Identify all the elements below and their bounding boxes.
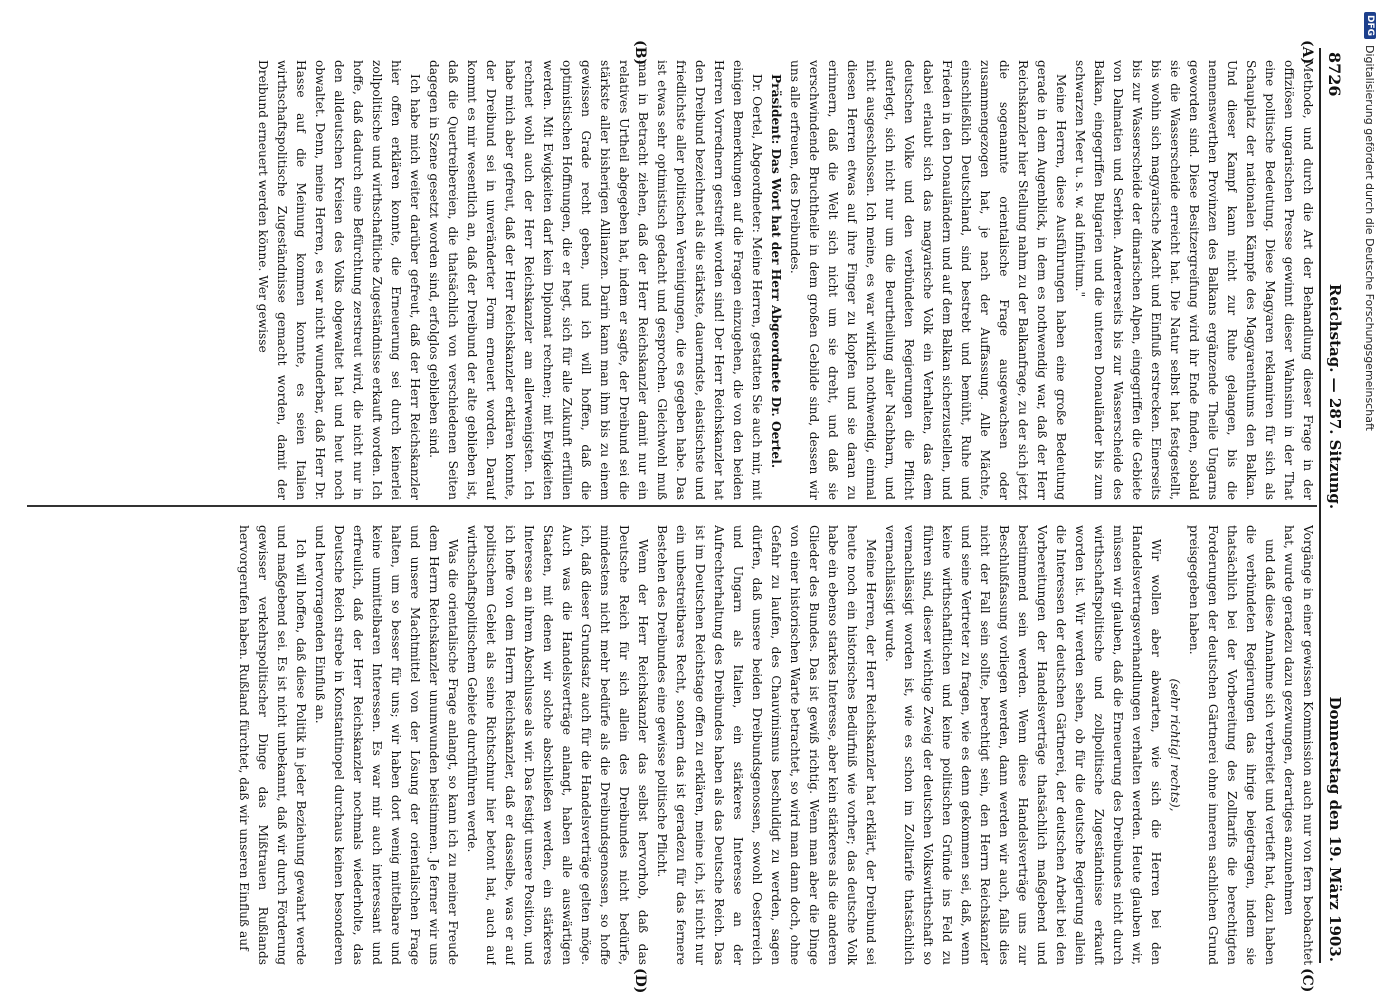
paragraph: Ich will hoffen, daß diese Politik in jeder Beziehung gewahrt werde und maßgebend sei. Es ist nicht unbekannt, daß wir durch Förderung gewisser verkehrspolitischer Dinge das Mißtrauen Rußlands hervorgerufen haben. Rußland fürchtet, daß wir unseren Einfluß auf: [237, 525, 308, 965]
right-column: [32, 525, 1317, 965]
paragraph: Was die orientalische Frage anlangt, so kann ich zu meiner Freude dem Herrn Reichskanzler unumwunden beistimmen. Je ferner wir uns und unsere Machtmittel von der Lösung der orientalischen Frage halten, um so besser für uns; wir haben dort wenig mittelbare und keine unmittelbaren Interessen. Es war mir auch interessant und erfreulich, daß der Herr Reichskanzler nochmals wiederholte, das Deutsche Reich strebe in Konstantinopel durchaus keinen besonderen und hervorragenden Einfluß an.: [313, 525, 460, 965]
page-header: [1322, 52, 1348, 962]
header-session-title: Reichstag. — 287. Sitzung.: [1326, 283, 1344, 510]
paragraph: Meine Herren, diese Ausführungen haben eine große Bedeutung gerade in dem Augenblick, in dem es nothwendig war, daß der Herr Reichskanzler hier Stellung nahm zu der Balkanfrage, zu der sich jetzt die sogenannte orientalische Frage ausgewachsen oder zusammengezogen hat, je nach der Auffassung. Alle Mächte, einschließlich Deutschland, sind bestrebt und bemüht, Ruhe und Frieden in den Donauländern und auf dem Balkan sicherzustellen, und dabei erlaubt sich das magyarische Volk ein Verhalten, das dem deutschen Volke und den verbündeten Regierungen die Pflicht auferlegt, sich nicht nur um die Beurtheilung aller Nachbarn, und nicht ausgeschlossen. Ich meine, es war wirklich nothwendig, einmal diesen Herren etwas auf ihre Finger zu klopfen und sie daran zu erinnern, daß die Welt sich nicht um sie dreht, und daß sie verschwindende Bruchtheile in dem großen Gebilde sind, dessen wir uns alle erfreuen, des Dreibundes.: [788, 60, 1068, 500]
header-rule: [1319, 48, 1321, 963]
margin-marker-a: (A): [1299, 40, 1315, 65]
page-number: 8726: [1325, 52, 1345, 97]
paragraph: Methode, und durch die Art der Behandlung dieser Frage in der offiziösen ungarischen Presse gewinnt dieser Wahnsinn in der That eine politische Bedeutung. Diese Magyaren reklamiren für sich als Schauplatz der nationalen Kämpfe des Magyarenthums den Balkan. Und dieser Kampf kann nicht zur Ruhe gelangen, bis die nennenswerthen Provinzen des Balkans ergänzende Theile Ungarns geworden sind. Diese Besitzergreifung wird ihr Ende finden, sobald sie die Wasserscheide erreicht hat. Die Natur selbst hat festgestellt, bis wohin sich magyarische Macht und Einfluß erstrecken. Einerseits bis zur Wasserscheide der dinarischen Alpen, eingegriffen die Gebiete von Dalmatien und Serbien. Andererseits bis zur Wasserscheide des Balkan, eingegriffen Bulgarien und die unteren Donauländer bis zum schwarzen Meer u. s. w. ad infinitum.": [1073, 60, 1315, 500]
dfg-logo: DFG: [1364, 12, 1376, 39]
margin-marker-c: (C): [1299, 968, 1315, 993]
paragraph: Wenn der Herr Reichskanzler das selbst hervorhob, daß das Deutsche Reich für sich allein des Dreibundes nicht bedürfe, mindestens nicht mehr bedürfe als die Dreibundsgenossen, so hoffe ich, daß dieser Grundsatz auch für die Handelsverträge gelten möge. Auch was die Handelsverträge anlangt, haben alle auswärtigen Staaten, mit denen wir solche abschließen werden, ein stärkeres Interesse an ihrem Abschlusse als wir. Das festigt unsere Position, und ich hoffe von dem Herrn Reichskanzler, daß er dasselbe, was er auf politischem Gebiet als seine Richtschnur hier betont hat, auch auf wirthschaftspolitischem Gebiete durchführen werde.: [465, 525, 650, 965]
column-divider: [27, 505, 1317, 507]
digitization-note: [1359, 0, 1381, 1000]
paragraph: Präsident: Das Wort hat der Herr Abgeordnete Dr. Oertel.: [769, 74, 783, 469]
paragraph: Dr. Oertel, Abgeordneter: Meine Herren, gestatten Sie auch mir, mit einigen Bemerkungen auf die Fragen einzugehen, die von den beiden Herren Vorrednern gestreift worden sind! Der Herr Reichskanzler hat den Dreibund bezeichnet als die stärkste, dauerndste, elastischste und friedlichste aller politischen Vereinigungen, die es gegeben habe. Das ist etwas sehr optimistisch gedacht und gesprochen. Gleichwohl muß man in Betracht ziehen, daß der Herr Reichskanzler damit nur ein relatives Urtheil abgegeben hat, indem er sagte, der Dreibund sei die stärkste aller bisherigen Allianzen. Darin kann man ihm bis zu einem gewissen Grade recht geben, und ich will hoffen, daß die optimistischen Hoffnungen, die er hegt, sich für alle Zukunft erfüllen werden. Mit Ewigkeiten darf kein Diplomat rechnen; mit Ewigkeiten rechnet wohl auch der Herr Reichskanzler am allerwenigsten. Ich habe mich aber gefreut, daß der Herr Reichskanzler erklären konnte, der Dreibund sei in unveränderter Form erneuert worden. Darauf kommt es mir wesentlich an, daß der Dreibund der alte geblieben ist, daß die Quertreibereien, die thatsächlich von verschiedenen Seiten dagegen in Szene gesetzt worden sind, erfolglos geblieben sind.: [427, 60, 764, 500]
paragraph: Vorgänge in einer gewissen Kommission auch nur von fern beobachtet hat, wurde geradezu dazu gezwungen, derartiges anzunehmen: [1282, 525, 1315, 965]
header-date: Donnerstag den 19. März 1903.: [1326, 696, 1344, 962]
paragraph: und daß diese Annahme sich verbreitet und vertieft hat, dazu haben die verbündeten Regierungen das ihrige beigetragen, indem sie thatsächlich bei der Vorbereitung des Zolltarifs die berechtigten Forderungen der deutschen Gärtnerei ohne inneren sachlichen Grund preisgegeben haben.: [1187, 525, 1277, 965]
paragraph: Meine Herren, der Herr Reichskanzler hat erklärt, der Dreibund sei heute noch ein historisches Bedürfniß wie vorher; das deutsche Volk habe ein ebenso starkes Interesse, aber kein stärkeres als die anderen Glieder des Bundes. Das ist gewiß richtig. Wenn man aber die Dinge von einer historischen Warte betrachtet, so wird man dann doch, ohne Gefahr zu laufen, des Chauvinismus beschuldigt zu werden, sagen dürfen, daß unsere beiden Dreibundsgenossen, sowohl Oesterreich und Ungarn als Italien, ein stärkeres Interesse an der Aufrechterhaltung des Dreibundes haben als das Deutsche Reich. Das ist im Deutschen Reichstage offen zu erklären, meine ich, ist nicht nur ein unbestreitbares Recht, sondern das ist geradezu für das fernere Bestehen des Dreibundes eine gewisse politische Pflicht.: [655, 525, 878, 965]
left-column: [32, 60, 1317, 500]
margin-marker-b: (B): [632, 40, 648, 66]
digitization-note-text: Digitalisierung gefördert durch die Deutsche Forschungsgemeinschaft: [1363, 45, 1377, 431]
margin-marker-d: (D): [632, 968, 648, 994]
paragraph: Wir wollen aber abwarten, wie sich die Herren bei den Handelsvertragsverhandlungen verhalten werden. Heute glauben wir, müssen wir glauben, daß die Erneuerung des Dreibundes nicht durch wirthschaftspolitische und zollpolitische Zugeständnisse erkauft worden ist. Wir werden sehen, ob für die deutsche Regierung allein die Interessen der deutschen Gärtnerei, der deutschen Arbeit bei den Vorbereitungen der Handelsverträge thatsächlich maßgebend und bestimmend sein werden. Wenn diese Handelsverträge uns zur Beschlußfassung vorliegen werden, dann werden wir auch, falls dies nicht der Fall sein sollte, berechtigt sein, den Herrn Reichskanzler und seine Vertreter zu fragen, wie es denn gekommen sei, daß, wenn keine wirthschaftlichen und keine politischen Gründe ins Feld zu führen sind, dieser wichtige Zweig der deutschen Volkswirthschaft so vernachlässigt worden ist, wie es schon im Zolltarife thatsächlich vernachlässigt wurde.: [883, 525, 1163, 965]
interjection: (sehr richtig! rechts),: [1168, 678, 1182, 812]
paragraph: Ich habe mich weiter darüber gefreut, daß der Herr Reichskanzler hier offen erklären konnte, die Erneuerung sei durch keinerlei zollpolitische und wirthschaftliche Zugeständnisse erkauft worden. Ich hoffe, daß dadurch eine Befürchtung zerstreut wird, die nicht nur in den alldeutschen Kreisen des Volks obgewaltet hat und heut noch obwaltet. Denn, meine Herren, es war nicht wunderbar, daß Herr Dr. Hasse auf die Meinung kommen konnte, es seien Italien wirthschaftspolitische Zugeständnisse gemacht worden, damit der Dreibund erneuert werden könne. Wer gewisse: [256, 60, 422, 500]
